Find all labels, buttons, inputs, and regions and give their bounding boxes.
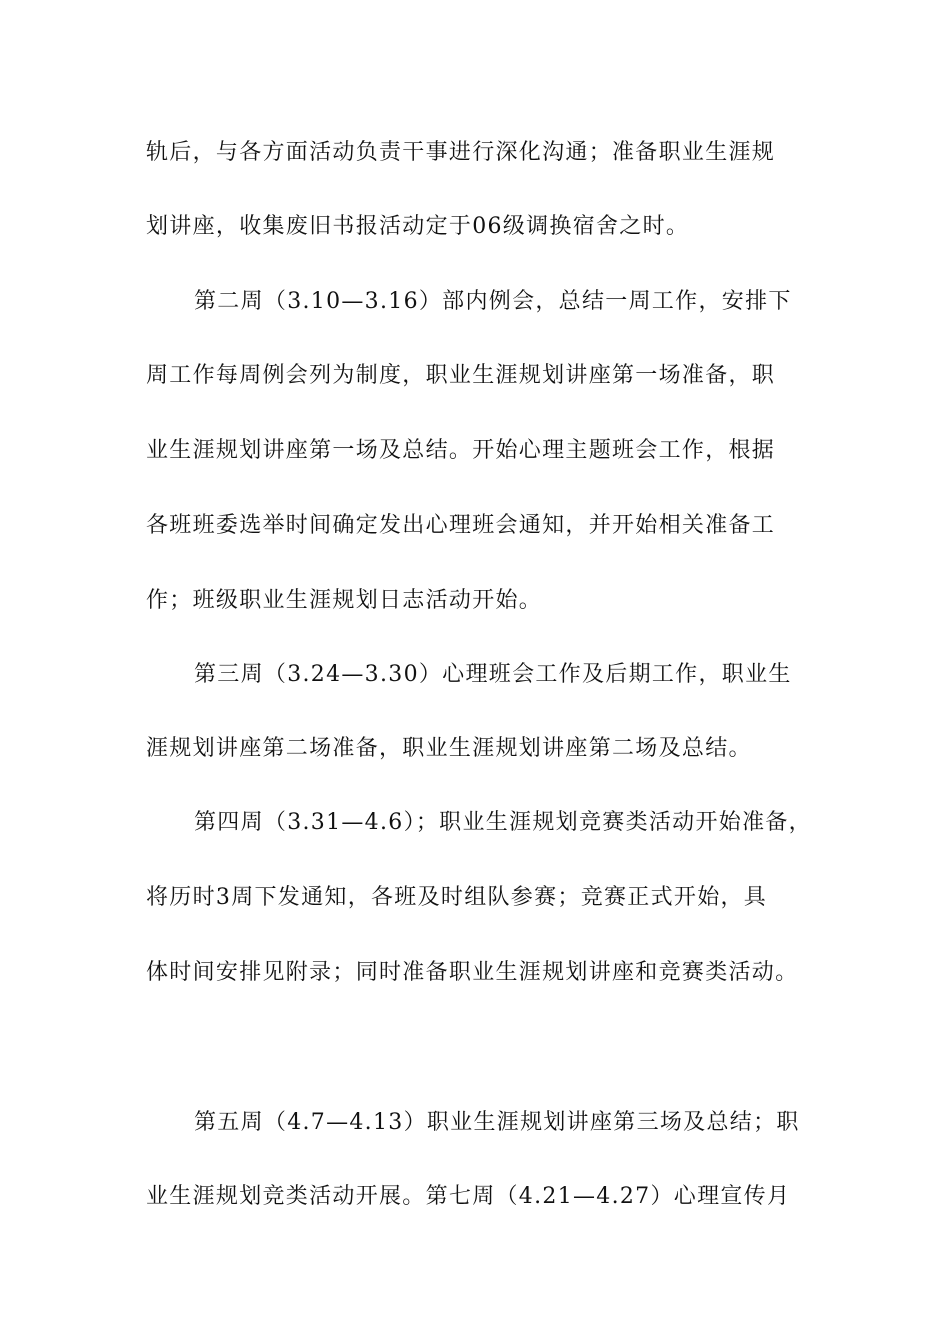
text-line-1: 轨后，与各方面活动负责干事进行深化沟通；准备职业生涯规 — [146, 140, 776, 165]
text-line-11: 将历时3周下发通知，各班及时组队参赛；竞赛正式开始，具 — [146, 885, 768, 910]
text-line-13: 第五周（4.7—4.13）职业生涯规划讲座第三场及总结；职 — [194, 1110, 800, 1135]
text-line-3: 第二周（3.10—3.16）部内例会，总结一周工作，安排下 — [194, 289, 792, 314]
text-line-14: 业生涯规划竞类活动开展。第七周（4.21—4.27）心理宣传月 — [146, 1184, 791, 1209]
text-line-10: 第四周（3.31—4.6）；职业生涯规划竞赛类活动开始准备， — [194, 810, 812, 835]
text-line-6: 各班班委选举时间确定发出心理班会通知，并开始相关准备工 — [146, 513, 776, 538]
text-line-5: 业生涯规划讲座第一场及总结。开始心理主题班会工作，根据 — [146, 438, 776, 463]
text-line-4: 周工作每周例会列为制度，职业生涯规划讲座第一场准备，职 — [146, 363, 776, 388]
text-line-9: 涯规划讲座第二场准备，职业生涯规划讲座第二场及总结。 — [146, 736, 752, 761]
text-line-8: 第三周（3.24—3.30）心理班会工作及后期工作，职业生 — [194, 662, 792, 687]
text-line-7: 作；班级职业生涯规划日志活动开始。 — [146, 588, 543, 613]
text-line-2: 划讲座，收集废旧书报活动定于06级调换宿舍之时。 — [146, 214, 690, 239]
text-line-12: 体时间安排见附录；同时准备职业生涯规划讲座和竞赛类活动。 — [146, 960, 799, 985]
